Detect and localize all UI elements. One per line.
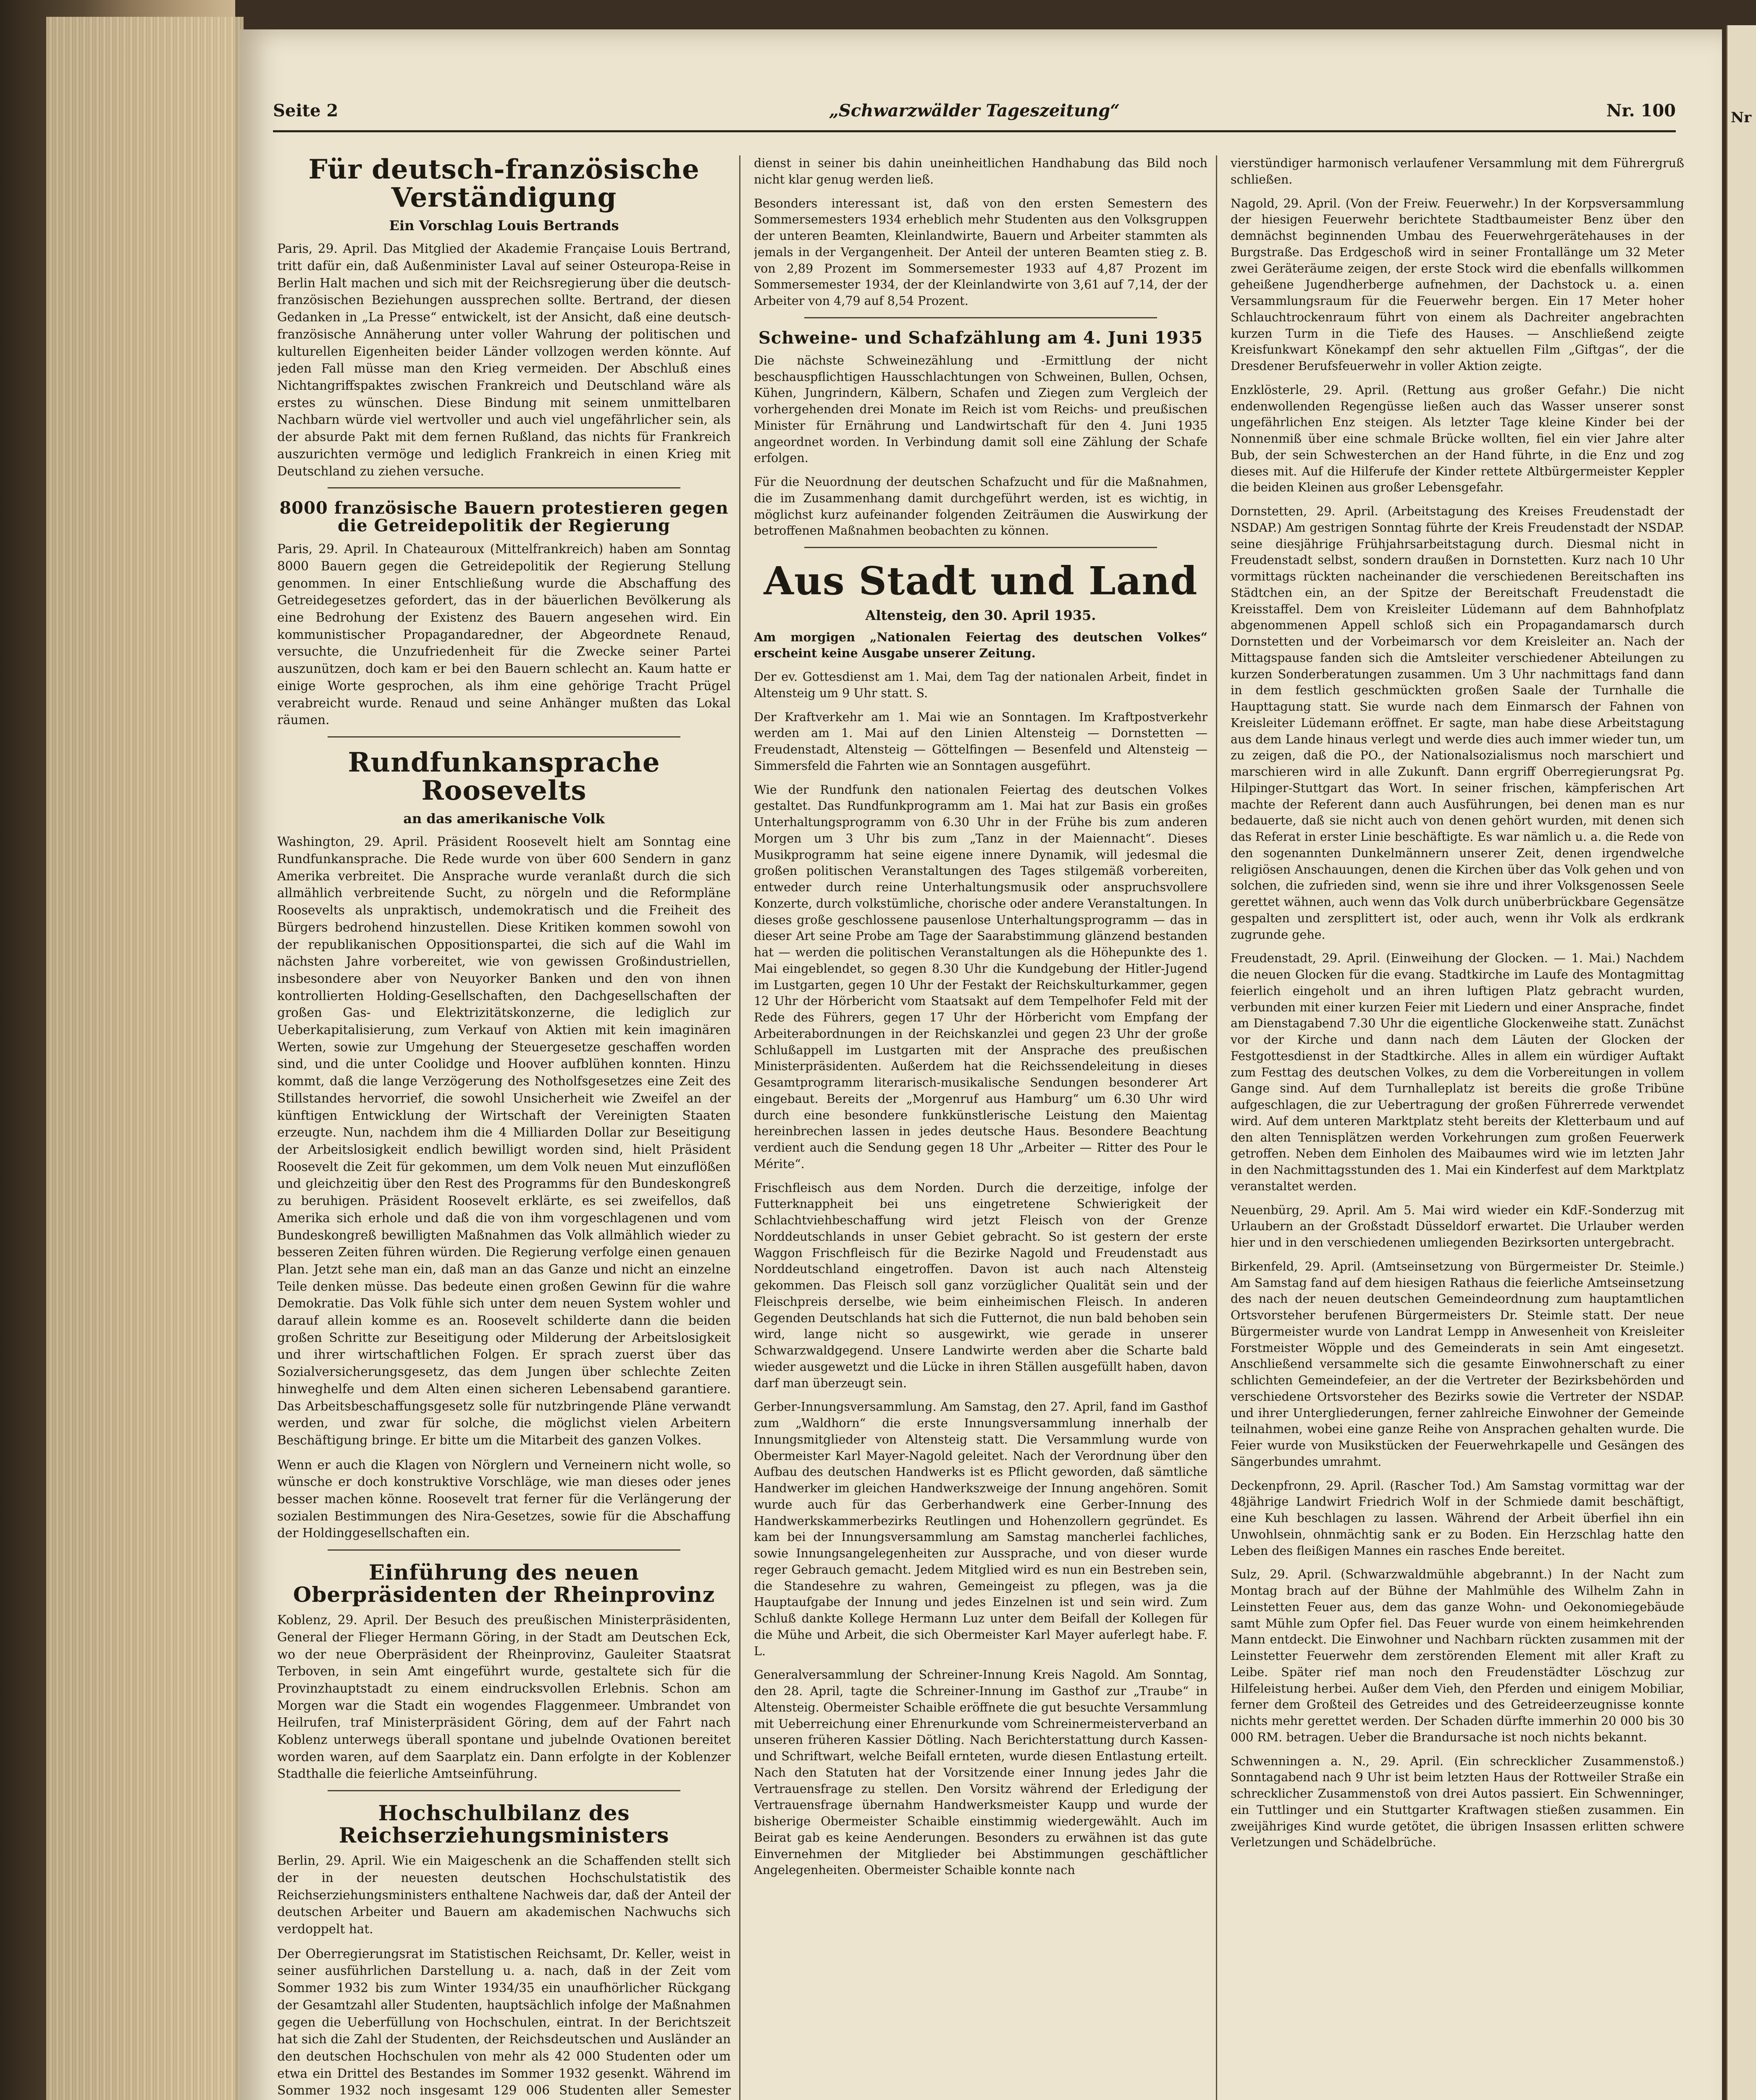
article-paragraph: Birkenfeld, 29. April. (Amtseinsetzung von Bürgermeister Dr. Steimle.) Am Samstag fand auf dem hiesigen Rathaus die feierliche Amtseinsetzung des nach der neuen deutschen Gemeindeordnung zum hauptamtlichen Ortsvorsteher berufenen Bürgermeisters Dr. Steimle statt. Der neue Bürgermeister wurde von Landrat Lempp in Anwesenheit von Kreisleiter Forstmeister Wöpple und des Gemeinderats in sein Amt eingesetzt. Anschließend versammelte sich die gesamte Einwohnerschaft zu einer schlichten Gemeindefeier, an der die Vertreter der Bezirksbehörden und verschiedene Ortsvorsteher des Bezirks sowie die Vertreter der NSDAP. und ihrer Untergliederungen, ferner zahlreiche Einwohner der Gemeinde teilnahmen, wobei eine ganze Reihe von Ansprachen gehalten wurde. Die Feier wurde von Musikstücken der Feuerwehrkapelle und Gesängen des Sängerbundes umrahmt.	[1231, 1259, 1684, 1469]
article-paragraph: Paris, 29. April. Das Mitglied der Akademie Française Louis Bertrand, tritt dafür ein, daß Außenminister Laval auf seiner Osteuropa-Reise in Berlin Halt machen und sich mit der Reichsregierung über die deutsch-französischen Beziehungen aussprechen sollte. Bertrand, der diesen Gedanken in „La Presse“ entwickelt, ist der Ansicht, daß eine deutsch-französische Annäherung unter voller Wahrung der politischen und kulturellen Eigenheiten beider Länder vollzogen werden könnte. Auf jeden Fall müsse man den Krieg vermeiden. Der Abschluß eines Nichtangriffspaktes zwischen Frankreich und Deutschland wäre als erstes zu wünschen. Diese Bindung mit seinem unmittelbaren Nachbarn würde viel wertvoller und auch viel ungefährlicher sein, als der absurde Pakt mit dem fernen Rußland, das nichts für Frankreich auszurichten vermöge und lediglich Frankreich in einen Krieg mit Deutschland zu ziehen versuche.	[277, 242, 731, 478]
article-paragraph: Sulz, 29. April. (Schwarzwaldmühle abgebrannt.) In der Nacht zum Montag brach auf der Bühne der Mahlmühle des Wilhelm Zahn in Leinstetten Feuer aus, dem das ganze Wohn- und Oekonomiegebäude samt Mühle zum Opfer fiel. Das Feuer wurde von einem heimkehrenden Mann entdeckt. Die Einwohner und Nachbarn rückten zusammen mit der Leinstetter Feuerwehr dem zerstörenden Element mit aller Kraft zu Leibe. Später rief man noch den Freudenstädter Löschzug zur Hilfeleistung herbei. Außer dem Vieh, den Pferden und einigem Mobiliar, ferner dem Großteil des Getreides und des Getreideerzeugnisse konnte nichts mehr gerettet werden. Der Schaden dürfte immerhin 20 000 bis 30 000 RM. betragen. Ueber die Brandursache ist noch nichts bekannt.	[1231, 1567, 1684, 1744]
article-paragraph: Enzklösterle, 29. April. (Rettung aus großer Gefahr.) Die nicht endenwollenden Regengüsse ließen auch das Wasser unserer sonst ungefährlichen Enz steigen. Als letzter Tage kleine Kinder bei der Nonnenmiß über eine schmale Brücke wollten, fiel ein vier Jahre alter Bub, der sein Schwesterchen an der Hand führte, in die Enz und zog dieses mit. Auf die Hilferufe der Kinder rettete Altbürgermeister Keppler die beiden Kleinen aus großer Lebensgefahr.	[1231, 383, 1684, 495]
article-headline: Hochschulbilanz des Reichserziehungsministers	[339, 1801, 669, 1848]
article-subheadline: Ein Vorschlag Louis Bertrands	[389, 218, 619, 234]
issue-number: Nr. 100	[1606, 101, 1676, 121]
column-divider	[1216, 155, 1217, 2100]
article-paragraph: Der ev. Gottesdienst am 1. Mai, dem Tag der nationalen Arbeit, findet in Altensteig um 9 Uhr statt. S.	[754, 670, 1207, 700]
article-paragraph: Wenn er auch die Klagen von Nörglern und Verneinern nicht wolle, so wünsche er doch konstruktive Vorschläge, wie man dieses oder jenes besser machen könne. Roosevelt trat ferner für die Verlängerung der sozialen Bestimmungen des Nira-Gesetzes, sowie für die Abschaffung der Holdinggesellschaften ein.	[277, 1457, 731, 1541]
section-dateline: Altensteig, den 30. April 1935.	[865, 607, 1096, 623]
column-1	[277, 155, 731, 2100]
page-stack-edge	[46, 17, 244, 2100]
article-paragraph: vierstündiger harmonisch verlaufener Versammlung mit dem Führergruß schließen.	[1231, 156, 1684, 186]
article-subheadline: an das amerikanische Volk	[403, 811, 605, 827]
article-paragraph: Der Kraftverkehr am 1. Mai wie an Sonntagen. Im Kraftpostverkehr werden am 1. Mai auf den Linien Altensteig — Dornstetten — Freudenstadt, Altensteig — Göttelfingen — Besenfeld und Altensteig — Simmersfeld die Fahrten wie an Sonntagen ausgeführt.	[754, 710, 1207, 773]
article-divider	[804, 317, 1157, 318]
article-paragraph: Deckenpfronn, 29. April. (Rascher Tod.) Am Samstag vormittag war der 48jährige Landwirt Friedrich Wolf in der Schmiede damit beschäftigt, eine Kuh beschlagen zu lassen. Während der Arbeit überfiel ihn ein Unwohlsein, ohnmächtig sank er zu Boden. Ein Herzschlag hatte den Leben des fleißigen Mannes ein rasches Ende bereitet.	[1231, 1478, 1684, 1558]
page-header	[273, 101, 1676, 132]
article-headline: Für deutsch-französische Verständigung	[308, 155, 700, 214]
column-2	[754, 155, 1207, 2100]
article-paragraph: Schwenningen a. N., 29. April. (Ein schrecklicher Zusammenstoß.) Sonntagabend nach 9 Uhr ist beim letzten Haus der Rottweiler Straße ein schrecklicher Zusammenstoß von drei Autos passiert. Ein Schwenninger, ein Tuttlinger und ein Stuttgarter Kraftwagen stießen zusammen. Ein zweijähriges Kind wurde getötet, die übrigen Insassen erlitten schwere Verletzungen und Schädelbrüche.	[1231, 1754, 1684, 1850]
article-paragraph: dienst in seiner bis dahin uneinheitlichen Handhabung das Bild noch nicht klar genug werden ließ.	[754, 156, 1207, 186]
next-page-fragment: Nr	[1731, 109, 1751, 126]
article-paragraph: Dornstetten, 29. April. (Arbeitstagung des Kreises Freudenstadt der NSDAP.) Am gestrigen Sonntag führte der Kreis Freudenstadt der NSDAP. seine diesjährige Frühjahrsarbeitstagung durch. Diesmal nicht in Freudenstadt selbst, sondern draußen in Dornstetten. Kurz nach 10 Uhr vormittags rückten nacheinander die verschiedenen Bereitschaften ins Städtchen ein, an der Spitze der Bereitschaft Freudenstadt die Kreisstaffel. Dem von Kreisleiter Lüdemann auf dem Bahnhofplatz abgenommenen Appell schloß sich ein Propagandamarsch durch Dornstetten und der Vorbeimarsch vor dem Kreisleiter an. Nach der Mittagspause fanden sich die Amtsleiter verschiedener Abteilungen zu kurzen Sonderberatungen zusammen. Um 3 Uhr nachmittags fand dann in dem festlich geschmückten großen Saale der Turnhalle die Haupttagung statt. Sie wurde nach dem Einmarsch der Fahnen von Kreisleiter Lüdemann eröffnet. Er sagte, man habe diese Arbeitstagung aus dem Lande hinaus verlegt und werde dies auch immer wieder tun, um zu zeigen, daß die PO., der Nationalsozialismus noch marschiert und marschieren wird in alle Zukunft. Dann ergriff Oberregierungsrat Pg. Hilpinger-Stuttgart das Wort. In seiner frischen, kämpferischen Art machte der Referent dann auch Ausführungen, bei denen man es nur bedauerte, daß sie nicht auch von denen gehört wurden, mit denen sich das Referat in erster Linie beschäftigte. Es war nämlich u. a. die Rede von den sogenannten Dunkelmännern unserer Zeit, denen irgendwelche religiösen Anschauungen, denen die Kirchen über das Volk gehen und von solchen, die zufrieden sind, wenn sie ihre und ihrer Volksgenossen Seele gerettet wähnen, auch wenn das Volk durch unüberbrückbare Gegensätze gespalten und zersplittert ist, oder auch, wenn ihr Volk als erdkrank zugrunde gehe.	[1231, 504, 1684, 942]
article-headline: Schweine- und Schafzählung am 4. Juni 1935	[758, 328, 1203, 348]
article-paragraph: Generalversammlung der Schreiner-Innung Kreis Nagold. Am Sonntag, den 28. April, tagte die Schreiner-Innung im Gasthof zur „Traube“ in Altensteig. Obermeister Schaible eröffnete die gut besuchte Versammlung mit Ueberreichung einer Ehrenurkunde vom Schreinermeisterverband an unseren früheren Kassier Dötling. Nach Berichterstattung durch Kassen- und Schriftwart, welche Beifall ernteten, wurde diesen Entlastung erteilt. Nach den Statuten hat der Vorsitzende einer Innung jedes Jahr die Vertrauensfrage zu stellen. Den Vorsitz während der Erledigung der Vertrauensfrage übernahm Handwerksmeister Kaupp und wurde der bisherige Obermeister Schaible einstimmig wiedergewählt. Auch im Beirat gab es keine Aenderungen. Besonders zu erwähnen ist das gute Einvernehmen der Mitglieder bei Abstimmungen geschäftlicher Angelegenheiten. Obermeister Schaible konnte nach	[754, 1668, 1207, 1877]
notice-paragraph: Am morgigen „Nationalen Feiertag des deutschen Volkes“ erscheint keine Ausgabe unserer Zeitung.	[754, 630, 1207, 661]
article-divider	[328, 736, 680, 738]
article-divider	[328, 1790, 680, 1791]
article-divider	[804, 547, 1157, 548]
article-headline: Einführung des neuen Oberpräsidenten der Rheinprovinz	[293, 1560, 715, 1607]
article-paragraph: Koblenz, 29. April. Der Besuch des preußischen Ministerpräsidenten, General der Flieger Hermann Göring, in der Stadt am Deutschen Eck, wo der neue Oberpräsident der Rheinprovinz, Gauleiter Staatsrat Terboven, in sein Amt eingeführt wurde, gestaltete sich für die Provinzhauptstadt zu einem eindrucksvollen Erlebnis. Schon am Morgen war die Stadt ein wogendes Flaggenmeer. Umbrandet von Heilrufen, traf Ministerpräsident Göring, dem auf der Fahrt nach Koblenz unterwegs überall spontane und jubelnde Ovationen bereitet worden waren, auf dem Saarplatz ein. Dann erfolgte in der Koblenzer Stadthalle die feierliche Amtseinführung.	[277, 1613, 731, 1781]
article-paragraph: Berlin, 29. April. Wie ein Maigeschenk an die Schaffenden stellt sich der in der neuesten deutschen Hochschulstatistik des Reichserziehungsministers enthaltene Nachweis dar, daß der Anteil der deutschen Arbeiter und Bauern am akademischen Nachwuchs sich verdoppelt hat.	[277, 1853, 731, 1936]
column-divider	[739, 155, 740, 2100]
article-paragraph: Der Oberregierungsrat im Statistischen Reichsamt, Dr. Keller, weist in seiner ausführlichen Darstellung u. a. nach, daß in der Zeit vom Sommer 1932 bis zum Winter 1934/35 ein unaufhörlicher Rückgang der Gesamtzahl aller Studenten, hauptsächlich infolge der Maßnahmen gegen die Ueberfüllung von Hochschulen, eintrat. In der Berichtszeit hat sich die Zahl der Studenten, der Reichsdeutschen und Ausländer an den deutschen Hochschulen von mehr als 42 000 Studenten oder um etwa ein Drittel des Bestandes im Sommer 1932 gesenkt. Während im Sommer 1932 noch insgesamt 129 006 Studenten aller Semester	[277, 1946, 731, 2098]
article-paragraph: Washington, 29. April. Präsident Roosevelt hielt am Sonntag eine Rundfunkansprache. Die Rede wurde von über 600 Sendern in ganz Amerika verbreitet. Die Ansprache wurde veranlaßt durch die sich allmählich verbreitende Sucht, zu nörgeln und die Reformpläne Roosevelts als unpraktisch, undemokratisch und die Freiheit des Bürgers bedrohend hinzustellen. Diese Kritiken kommen sowohl von der republikanischen Oppositionspartei, die sich auf die Wahl im nächsten Jahre vorbereitet, wie von gewissen Großindustriellen, insbesondere aber von Neuyorker Banken und den von ihnen kontrollierten Holding-Gesellschaften, den Dachgesellschaften der großen Gas- und Elektrizitätskonzerne, die lediglich zur Ueberkapitalisierung, zum Verkauf von Aktien mit kein imaginären Werten, sowie zur Umgehung der Steuergesetze geschaffen worden sind, und die unter Coolidge und Hoover aufblühen konnten. Hinzu kommt, daß die lange Verzögerung des Notholfsgesetzes eine Zeit des Stillstandes hervorrief, die sowohl Unsicherheit wie Zweifel an der künftigen Entwicklung der Wirtschaft der Vereinigten Staaten erzeugte. Nun, nachdem ihm die 4 Milliarden Dollar zur Beseitigung der Arbeitslosigkeit endlich bewilligt worden sind, hielt Präsident Roosevelt die Zeit für gekommen, um dem Volk neuen Mut einzuflößen und gleichzeitig über den Rest des Programms für den Bundeskongreß zu beruhigen. Präsident Roosevelt erklärte, es sei zweifellos, daß Amerika sich erhole und daß die von ihm vorgeschlagenen und vom Bundeskongreß bewilligten Maßnahmen das Volk allmählich wieder zu besseren Zeiten führen würden. Die Regierung verfolge einen genauen Plan. Jetzt sehe man ein, daß man an das Ganze und nicht an einzelne Teile denken müsse. Das bedeute einen großen Gewinn für die wahre Demokratie. Das Volk fühle sich unter dem neuen System wohler und darauf allein komme es an. Roosevelt schilderte dann die beiden großen Schritte zur Beseitigung oder Milderung der Arbeitslosigkeit und ihrer wirtschaftlichen Folgen. Er sprach zuerst über das Sozialversicherungsgesetz, das dem Jungen über schlechte Zeiten hinweghelfe und dem Alten einen sicheren Lebensabend garantiere. Das Arbeitsbeschaffungsgesetz solle für nutzbringende Pläne verwandt werden, und zwar für solche, die möglichst vielen Arbeitern Beschäftigung bringe. Er bitte um die Mitarbeit des ganzen Volkes.	[277, 835, 731, 1447]
article-paragraph: Neuenbürg, 29. April. Am 5. Mai wird wieder ein KdF.-Sonderzug mit Urlaubern an der Großstadt Düsseldorf erwartet. Die Urlauber werden hier und in den verschiedenen umliegenden Bezirksorten untergebracht.	[1231, 1203, 1684, 1250]
article-paragraph: Nagold, 29. April. (Von der Freiw. Feuerwehr.) In der Korpsversammlung der hiesigen Feuerwehr berichtete Stadtbaumeister Benz über den demnächst beginnenden Umbau des Feuerwehrgerätehauses in der Burgstraße. Das Erdgeschoß wird in seiner Frontallänge um 32 Meter zwei Geräteräume zeigen, der erste Stock wird die ebenfalls willkommen geheißene Jugendherberge aufnehmen, der Dachstock u. a. einen Versammlungsraum für die Feuerwehr bergen. Ein 17 Meter hoher Schlauchtrockenraum führt von einem als Dachreiter angebrachten kurzen Turm in die Tiefe des Hauses. — Anschließend zeigte Kreisfunkwart Könekampf den sehr aktuellen Film „Giftgas“, der die Dresdener Berufsfeuerwehr in voller Aktion zeigte.	[1231, 196, 1684, 373]
next-page-edge	[1726, 25, 1756, 2100]
article-paragraph: Paris, 29. April. In Chateauroux (Mittelfrankreich) haben am Sonntag 8000 Bauern gegen die Getreidepolitik der Regierung Stellung genommen. In einer Entschließung wurde die Abschaffung des Getreidegesetzes gefordert, das in der bäuerlichen Bevölkerung als eine Bedrohung der Existenz des Bauern angesehen wird. Ein kommunistischer Propagandaredner, der Abgeordnete Renaud, versuchte, die Unzufriedenheit für die Zwecke seiner Partei auszunützen, doch kam er bei den Bauern schlecht an. Kaum hatte er einige Worte gesprochen, als ihm eine gehörige Tracht Prügel verabreicht wurde. Renaud und seine Anhänger mußten das Lokal räumen.	[277, 542, 731, 727]
article-paragraph: Gerber-Innungsversammlung. Am Samstag, den 27. April, fand im Gasthof zum „Waldhorn“ die erste Innungsversammlung innerhalb der Innungsmitglieder von Altensteig statt. Die Versammlung wurde von Obermeister Karl Mayer-Nagold geleitet. Nach der Verordnung über den Aufbau des deutschen Handwerks ist es Pflicht geworden, daß sämtliche Handwerker im gleichen Handwerkszweige der Innung angehören. Somit wurde auch für das Gerberhandwerk eine Gerber-Innung des Handwerkskammerbezirks Reutlingen und Hohenzollern gegründet. Es kam bei der Innungsversammlung am Samstag mancherlei fachliches, sowie Innungsangelegenheiten zur Aussprache, und von dieser wurde reger Gebrauch gemacht. Jedem Mitglied wird es nun ein Bestreben sein, die Standesehre zu wahren, Gemeingeist zu pflegen, was ja die Hauptaufgabe der Innung und jedes Einzelnen ist und sein wird. Zum Schluß dankte Kollege Hermann Luz unter dem Beifall der Kollegen für die Mühe und Arbeit, die sich Obermeister Karl Mayer auferlegt habe. F. L.	[754, 1400, 1207, 1658]
article-headline: Rundfunkansprache Roosevelts	[348, 746, 660, 807]
article-headline: 8000 französische Bauern protestieren gegen die Getreidepolitik der Regierung	[279, 498, 729, 536]
article-paragraph: Frischfleisch aus dem Norden. Durch die derzeitige, infolge der Futterknappheit bei uns eingetretene Schwierigkeit der Schlachtviehbeschaffung wird jetzt Fleisch von der Grenze Norddeutschlands in unser Gebiet gebracht. So ist gestern der erste Waggon Frischfleisch für die Bezirke Nagold und Freudenstadt aus Norddeutschland eingetroffen. Davon ist auch nach Altensteig gekommen. Das Fleisch soll ganz vorzüglicher Qualität sein und der Fleischpreis derselbe, wie beim einheimischen Fleisch. In anderen Gegenden Deutschlands hat sich die Futternot, die nun bald behoben sein wird, lange nicht so ausgewirkt, wie gerade in unserer Schwarzwaldgegend. Unsere Landwirte werden aber die Scharte bald wieder ausgewetzt und die Lücke in ihren Ställen ausgefüllt haben, davon darf man überzeugt sein.	[754, 1181, 1207, 1390]
masthead-title: „Schwarzwälder Tageszeitung“	[829, 101, 1120, 121]
article-divider	[328, 487, 680, 488]
article-paragraph: Für die Neuordnung der deutschen Schafzucht und für die Maßnahmen, die im Zusammenhang damit durchgeführt werden, ist es wichtig, in möglichst kurz aufeinander folgenden Zeiträumen die Auswirkung der betroffenen Maßnahmen beobachten zu können.	[754, 475, 1207, 538]
column-3	[1231, 155, 1684, 2100]
section-headline: Aus Stadt und Land	[764, 558, 1198, 604]
article-paragraph: Die nächste Schweinezählung und -Ermittlung der nicht beschauspflichtigen Hausschlachtungen von Schweinen, Bullen, Ochsen, Kühen, Jungrindern, Kälbern, Schafen und Ziegen zum Vergleich der vorhergehenden drei Monate im Reich ist vom Reichs- und preußischen Minister für Ernährung und Landwirtschaft für den 4. Juni 1935 angeordnet worden. In Verbindung damit soll eine Zählung der Schafe erfolgen.	[754, 353, 1207, 465]
article-paragraph: Wie der Rundfunk den nationalen Feiertag des deutschen Volkes gestaltet. Das Rundfunkprogramm am 1. Mai hat zur Basis ein großes Unterhaltungsprogramm von 6.30 Uhr in der Frühe bis zum anderen Morgen um 3 Uhr bis zum „Tanz in der Maiennacht“. Dieses Musikprogramm hat seine eigene innere Dynamik, will jedesmal die großen politischen Veranstaltungen des Tages stilgemäß vorbereiten, entweder durch reine Unterhaltungsmusik oder anspruchsvollere Konzerte, durch volkstümliche, chorische oder andere Veranstaltungen. In dieses große geschlossene pausenlose Unterhaltungsprogramm — das in dieser Art seine Probe am Tage der Saarabstimmung glänzend bestanden hat — werden die politischen Veranstaltungen als die Höhepunkte des 1. Mai eingeblendet, so gegen 8.30 Uhr die Kundgebung der Hitler-Jugend im Lustgarten, gegen 10 Uhr der Festakt der Reichskulturkammer, gegen 12 Uhr der Hörbericht vom Staatsakt auf dem Tempelhofer Feld mit der Rede des Führers, gegen 17 Uhr der Hörbericht vom Empfang der Arbeiterabordnungen in der Reichskanzlei und gegen 23 Uhr der große Schlußappell im Lustgarten mit der Ansprache des preußischen Ministerpräsidenten. Außerdem hat die Reichssendeleitung in dieses Gesamtprogramm literarisch-musikalische Sendungen besonderer Art eingebaut. Bereits der „Morgenruf aus Hamburg“ um 6.30 Uhr wird durch eine besondere funkkünstlerische Leistung den Maientag hereinbrechen lassen in jedes deutsche Haus. Besondere Beachtung verdient auch die Sendung gegen 18 Uhr „Arbeiter — Ritter des Pour le Mérite“.	[754, 782, 1207, 1171]
article-paragraph: Freudenstadt, 29. April. (Einweihung der Glocken. — 1. Mai.) Nachdem die neuen Glocken für die evang. Stadtkirche im Laufe des Montagmittag feierlich eingeholt und an ihren luftigen Platz gebracht wurden, verbunden mit einer kurzen Feier mit Liedern und einer Ansprache, findet am Dienstagabend 7.30 Uhr die eigentliche Glockenweihe statt. Zunächst vor der Kirche und dann nach dem Läuten der Glocken der Festgottesdienst in der Stadtkirche. Alles in allem ein würdiger Auftakt zum Festtag des deutschen Volkes, zu dem die Vorbereitungen in vollem Gange sind. Auf dem Turnhalleplatz ist bereits die große Tribüne aufgeschlagen, die zur Uebertragung der großen Führerrede verwendet wird. Auf dem unteren Marktplatz steht bereits der Kletterbaum und auf den alten Tennisplätzen werden Vorkehrungen zum großen Feuerwerk getroffen. Neben dem Einholen des Maibaumes wird wie im letzten Jahr in den Nachmittagsstunden des 1. Mai ein Kinderfest auf dem Marktplatz veranstaltet werden.	[1231, 951, 1684, 1193]
page-number: Seite 2	[273, 101, 339, 121]
article-divider	[328, 1549, 680, 1551]
article-paragraph: Besonders interessant ist, daß von den ersten Semestern des Sommersemesters 1934 erheblich mehr Studenten aus den Volksgruppen der unteren Beamten, Kleinlandwirte, Bauern und Arbeiter stammten als jemals in der Vergangenheit. Der Anteil der unteren Beamten stieg z. B. von 2,89 Prozent im Sommersemester 1933 auf 4,87 Prozent im Sommersemester 1934, der der Kleinlandwirte von 3,61 auf 7,14, der der Arbeiter von 4,79 auf 8,54 Prozent.	[754, 196, 1207, 308]
newspaper-page	[239, 29, 1722, 2100]
